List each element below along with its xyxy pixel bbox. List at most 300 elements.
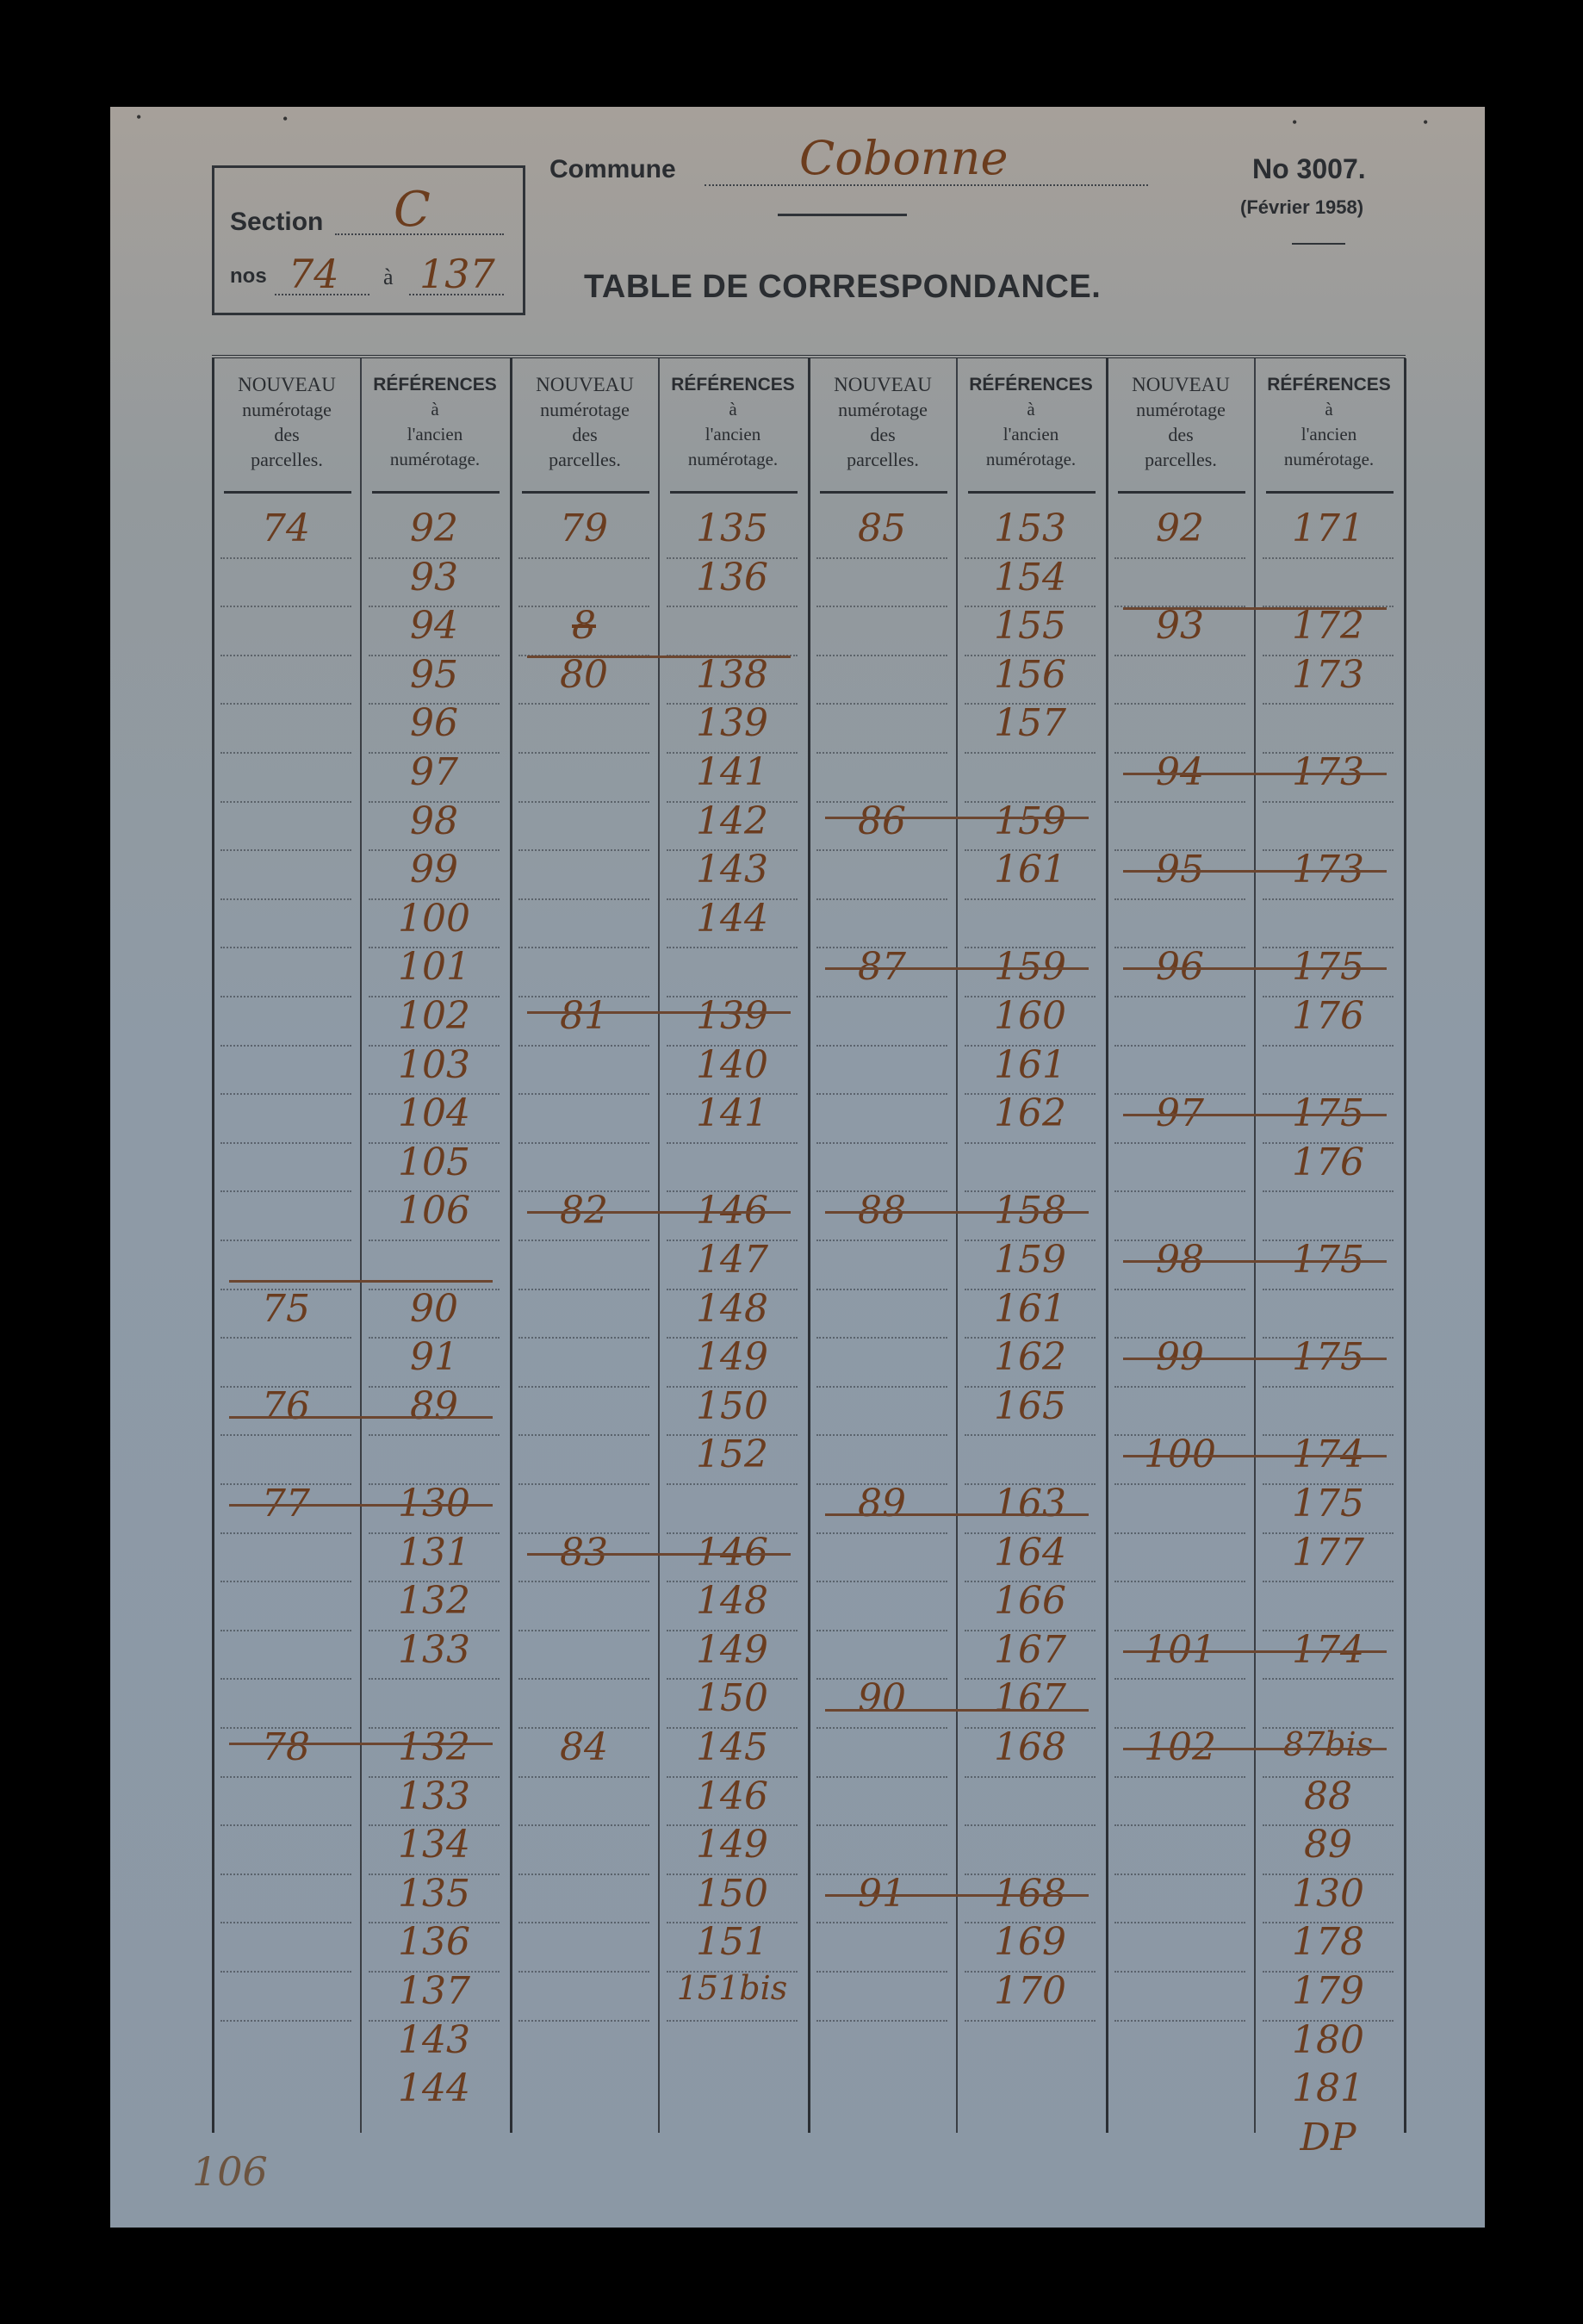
old-reference-number: 141 xyxy=(696,750,768,794)
group-separator-line xyxy=(1123,1748,1387,1750)
old-reference-number: 87bis xyxy=(1282,1725,1374,1763)
header-line: l'ancien xyxy=(1301,424,1357,444)
old-reference-number: 154 xyxy=(994,555,1066,600)
new-parcel-number: 101 xyxy=(1144,1627,1216,1672)
old-reference-number: 90 xyxy=(410,1286,458,1331)
group-separator-line xyxy=(229,1416,493,1419)
row-rule xyxy=(816,849,947,851)
row-rule xyxy=(518,1093,649,1095)
row-rule xyxy=(220,1240,351,1241)
header-rule xyxy=(820,491,947,494)
group-separator-line xyxy=(527,1011,791,1014)
row-rule xyxy=(816,1922,947,1923)
header-line: RÉFÉRENCES xyxy=(969,375,1093,395)
header-references xyxy=(661,372,804,472)
row-rule xyxy=(1114,557,1245,559)
old-reference-number: 173 xyxy=(1292,652,1364,697)
new-parcel-number: 81 xyxy=(560,994,608,1038)
old-reference-number: 139 xyxy=(696,994,768,1038)
old-reference-number: 178 xyxy=(1292,1920,1364,1965)
old-reference-number: 143 xyxy=(398,2017,470,2062)
header-line: numérotage. xyxy=(389,449,481,469)
new-parcel-number: 82 xyxy=(560,1189,608,1233)
header-line: l'ancien xyxy=(705,424,761,444)
old-reference-number: DP xyxy=(1300,2115,1356,2159)
old-reference-number: 172 xyxy=(1292,604,1364,649)
old-reference-number: 161 xyxy=(994,1286,1066,1331)
new-parcel-number: 78 xyxy=(262,1725,310,1769)
row-rule xyxy=(220,1971,351,1973)
row-rule xyxy=(220,1337,351,1339)
old-reference-number: 168 xyxy=(994,1725,1066,1769)
group-separator-line xyxy=(1123,1358,1387,1360)
old-reference-number: 94 xyxy=(410,604,458,649)
row-rule xyxy=(1114,2020,1245,2022)
header-line: des xyxy=(572,424,598,445)
old-reference-number: 169 xyxy=(994,1920,1066,1965)
row-rule xyxy=(667,606,798,607)
header-line: numérotage xyxy=(242,399,332,420)
group-separator-line xyxy=(1123,870,1387,873)
new-parcel-number: 80 xyxy=(560,652,608,697)
correspondence-table xyxy=(212,355,1406,2159)
new-parcel-number: 75 xyxy=(262,1286,310,1331)
row-rule xyxy=(816,1093,947,1095)
old-reference-number: 149 xyxy=(696,1627,768,1672)
header-rule xyxy=(372,491,500,494)
group-separator-line xyxy=(1123,607,1387,610)
row-rule xyxy=(220,1922,351,1923)
group-separator-line xyxy=(1123,967,1387,970)
old-reference-number: 170 xyxy=(994,1969,1066,2013)
document-date: (Février 1958) xyxy=(1240,196,1364,218)
row-rule xyxy=(1263,1045,1394,1047)
row-rule xyxy=(518,752,649,754)
row-rule xyxy=(518,1337,649,1339)
old-reference-number: 177 xyxy=(1292,1530,1364,1575)
row-rule xyxy=(518,1922,649,1923)
header-line: numérotage. xyxy=(1283,449,1375,469)
old-reference-number: 175 xyxy=(1292,1238,1364,1282)
row-rule xyxy=(220,1045,351,1047)
old-reference-number: 97 xyxy=(410,750,458,794)
old-reference-number: 179 xyxy=(1292,1969,1364,2013)
header-nouveau xyxy=(811,372,954,472)
new-parcel-number: 79 xyxy=(560,506,608,550)
row-rule xyxy=(1114,1386,1245,1388)
new-parcel-number: 90 xyxy=(858,1676,906,1721)
header-line: parcelles. xyxy=(549,449,621,470)
row-rule xyxy=(965,1142,1096,1144)
old-reference-number: 164 xyxy=(994,1530,1066,1575)
old-reference-number: 135 xyxy=(398,1871,470,1916)
row-rule xyxy=(816,1727,947,1729)
row-rule xyxy=(220,1824,351,1826)
old-reference-number: 163 xyxy=(994,1482,1066,1526)
row-rule xyxy=(965,1776,1096,1778)
old-reference-number: 145 xyxy=(696,1725,768,1769)
group-separator-line xyxy=(1123,773,1387,775)
row-rule xyxy=(220,1776,351,1778)
row-rule xyxy=(1263,1386,1394,1388)
row-rule xyxy=(369,1434,500,1436)
header-line: numérotage xyxy=(838,399,928,420)
row-rule xyxy=(1263,1190,1394,1192)
row-rule xyxy=(816,655,947,656)
row-rule xyxy=(816,1337,947,1339)
header-line: NOUVEAU xyxy=(1132,374,1230,395)
header-rule xyxy=(1118,491,1245,494)
new-parcel-number: 86 xyxy=(858,798,906,843)
new-parcel-number: 94 xyxy=(1156,750,1204,794)
row-rule xyxy=(1114,801,1245,803)
row-rule xyxy=(518,898,649,900)
row-rule xyxy=(816,1240,947,1241)
pin-mark: • xyxy=(282,110,289,127)
row-rule xyxy=(1114,1532,1245,1534)
row-rule xyxy=(1114,1190,1245,1192)
group-separator-line xyxy=(527,656,791,658)
row-rule xyxy=(667,1483,798,1485)
row-rule xyxy=(220,898,351,900)
row-rule xyxy=(220,1190,351,1192)
header-line: numérotage xyxy=(1136,399,1226,420)
group-separator-line xyxy=(527,1211,791,1214)
old-reference-number: 144 xyxy=(398,2066,470,2111)
row-rule xyxy=(518,2020,649,2022)
old-reference-number: 88 xyxy=(1304,1774,1352,1818)
row-rule xyxy=(220,752,351,754)
row-rule xyxy=(816,1776,947,1778)
row-rule xyxy=(816,2020,947,2022)
column-separator xyxy=(808,358,810,2133)
old-reference-number: 165 xyxy=(994,1383,1066,1428)
old-reference-number: 180 xyxy=(1292,2017,1364,2062)
old-reference-number: 152 xyxy=(696,1432,768,1477)
header-rule xyxy=(670,491,798,494)
old-reference-number: 162 xyxy=(994,1091,1066,1136)
new-parcel-number: 91 xyxy=(858,1871,906,1916)
row-rule xyxy=(220,1093,351,1095)
old-reference-number: 130 xyxy=(1292,1871,1364,1916)
new-parcel-number: 77 xyxy=(262,1482,310,1526)
row-rule xyxy=(518,557,649,559)
row-rule xyxy=(220,1532,351,1534)
new-parcel-number: 87 xyxy=(858,945,906,990)
old-reference-number: 137 xyxy=(398,1969,470,2013)
new-parcel-number: 74 xyxy=(262,506,310,550)
old-reference-number: 106 xyxy=(398,1189,470,1233)
row-rule xyxy=(816,1971,947,1973)
row-rule xyxy=(1263,703,1394,705)
old-reference-number: 156 xyxy=(994,652,1066,697)
row-rule xyxy=(220,703,351,705)
row-rule xyxy=(1114,1483,1245,1485)
old-reference-number: 167 xyxy=(994,1627,1066,1672)
old-reference-number: 161 xyxy=(994,848,1066,892)
row-rule xyxy=(518,1678,649,1680)
row-rule xyxy=(220,557,351,559)
group-separator-line xyxy=(229,1504,493,1507)
row-rule xyxy=(220,2020,351,2022)
new-parcel-number: 8 xyxy=(572,604,596,649)
old-reference-number: 133 xyxy=(398,1627,470,1672)
row-rule xyxy=(518,1434,649,1436)
group-separator-line xyxy=(825,1211,1089,1214)
old-reference-number: 140 xyxy=(696,1042,768,1087)
row-rule xyxy=(1114,898,1245,900)
header-line: RÉFÉRENCES xyxy=(373,375,497,395)
group-separator-line xyxy=(1123,1455,1387,1457)
old-reference-number: 148 xyxy=(696,1579,768,1624)
row-rule xyxy=(1263,1581,1394,1582)
new-parcel-number: 88 xyxy=(858,1189,906,1233)
old-reference-number: 159 xyxy=(994,945,1066,990)
old-reference-number: 141 xyxy=(696,1091,768,1136)
column-separator xyxy=(212,358,214,2133)
old-reference-number: 98 xyxy=(410,798,458,843)
group-separator-line xyxy=(229,1743,493,1745)
old-reference-number: 138 xyxy=(696,652,768,697)
old-reference-number: 150 xyxy=(696,1676,768,1721)
new-parcel-number: 93 xyxy=(1156,604,1204,649)
pin-mark: • xyxy=(1292,114,1298,131)
row-rule xyxy=(518,1240,649,1241)
header-rule xyxy=(522,491,649,494)
row-rule xyxy=(816,1142,947,1144)
new-parcel-number: 85 xyxy=(858,506,906,550)
old-reference-number: 136 xyxy=(398,1920,470,1965)
old-reference-number: 146 xyxy=(696,1530,768,1575)
row-rule xyxy=(369,1240,500,1241)
row-rule xyxy=(816,1824,947,1826)
row-rule xyxy=(816,1386,947,1388)
group-separator-line xyxy=(825,1709,1089,1712)
pin-mark: • xyxy=(136,109,142,126)
header-nouveau xyxy=(215,372,358,472)
row-rule xyxy=(816,1630,947,1631)
old-reference-number: 174 xyxy=(1292,1432,1364,1477)
new-parcel-number: 95 xyxy=(1156,848,1204,892)
header-rule xyxy=(1266,491,1394,494)
header-nouveau xyxy=(513,372,656,472)
row-rule xyxy=(220,1630,351,1631)
header-line: à xyxy=(1027,399,1035,419)
old-reference-number: 89 xyxy=(1304,1823,1352,1867)
row-rule xyxy=(667,1142,798,1144)
old-reference-number: 150 xyxy=(696,1871,768,1916)
group-separator-line xyxy=(1123,1260,1387,1263)
group-separator-line xyxy=(1123,1650,1387,1653)
row-rule xyxy=(1263,557,1394,559)
old-reference-number: 91 xyxy=(410,1335,458,1380)
old-reference-number: 151 xyxy=(696,1920,768,1965)
row-rule xyxy=(816,1434,947,1436)
old-reference-number: 159 xyxy=(994,798,1066,843)
row-rule xyxy=(1114,1678,1245,1680)
old-reference-number: 175 xyxy=(1292,945,1364,990)
old-reference-number: 158 xyxy=(994,1189,1066,1233)
header-line: parcelles. xyxy=(251,449,323,470)
header-line: NOUVEAU xyxy=(536,374,634,395)
old-reference-number: 101 xyxy=(398,945,470,990)
section-label: Section xyxy=(230,208,324,236)
row-rule xyxy=(816,1581,947,1582)
row-rule xyxy=(667,947,798,948)
new-parcel-number: 84 xyxy=(560,1725,608,1769)
header-line: numérotage. xyxy=(985,449,1077,469)
old-reference-number: 135 xyxy=(696,506,768,550)
a-label: à xyxy=(383,264,394,289)
row-rule xyxy=(518,703,649,705)
row-rule xyxy=(518,1873,649,1875)
header-line: parcelles. xyxy=(1145,449,1217,470)
row-rule xyxy=(518,1483,649,1485)
old-reference-number: 167 xyxy=(994,1676,1066,1721)
header-rule xyxy=(224,491,351,494)
row-rule xyxy=(1114,1824,1245,1826)
page-title: TABLE DE CORRESPONDANCE. xyxy=(584,269,1102,305)
row-rule xyxy=(816,703,947,705)
row-rule xyxy=(1263,801,1394,803)
old-reference-number: 103 xyxy=(398,1042,470,1087)
row-rule xyxy=(518,1289,649,1290)
row-rule xyxy=(1114,1873,1245,1875)
row-rule xyxy=(1263,898,1394,900)
header-line: RÉFÉRENCES xyxy=(1267,375,1391,395)
old-reference-number: 133 xyxy=(398,1774,470,1818)
row-rule xyxy=(518,1045,649,1047)
row-rule xyxy=(816,898,947,900)
new-parcel-number: 97 xyxy=(1156,1091,1204,1136)
header-line: numérotage xyxy=(540,399,630,420)
new-parcel-number: 98 xyxy=(1156,1238,1204,1282)
old-reference-number: 96 xyxy=(410,701,458,746)
row-rule xyxy=(220,1678,351,1680)
new-parcel-number: 100 xyxy=(1144,1432,1216,1477)
old-reference-number: 134 xyxy=(398,1823,470,1867)
row-rule xyxy=(518,1386,649,1388)
row-rule xyxy=(220,801,351,803)
new-parcel-number: 92 xyxy=(1156,506,1204,550)
old-reference-number: 149 xyxy=(696,1823,768,1867)
row-rule xyxy=(518,849,649,851)
row-rule xyxy=(816,1289,947,1290)
header-line: NOUVEAU xyxy=(238,374,336,395)
old-reference-number: 166 xyxy=(994,1579,1066,1624)
old-reference-number: 93 xyxy=(410,555,458,600)
old-reference-number: 99 xyxy=(410,848,458,892)
old-reference-number: 181 xyxy=(1292,2066,1364,2111)
commune-rule xyxy=(778,214,907,216)
row-rule xyxy=(816,752,947,754)
group-separator-line xyxy=(527,1553,791,1556)
row-rule xyxy=(816,996,947,997)
row-rule xyxy=(220,1581,351,1582)
old-reference-number: 175 xyxy=(1292,1335,1364,1380)
old-reference-number: 132 xyxy=(398,1579,470,1624)
nos-label: nos xyxy=(230,264,267,288)
old-reference-number: 149 xyxy=(696,1335,768,1380)
header-rule xyxy=(968,491,1096,494)
header-references xyxy=(959,372,1102,472)
old-reference-number: 130 xyxy=(398,1482,470,1526)
section-box xyxy=(212,165,525,315)
header-line: l'ancien xyxy=(407,424,463,444)
row-rule xyxy=(518,947,649,948)
new-parcel-number: 102 xyxy=(1144,1725,1216,1769)
row-rule xyxy=(816,1045,947,1047)
row-rule xyxy=(369,1678,500,1680)
row-rule xyxy=(965,2020,1096,2022)
header-nouveau xyxy=(1109,372,1252,472)
old-reference-number: 89 xyxy=(410,1383,458,1428)
old-reference-number: 144 xyxy=(696,896,768,941)
old-reference-number: 175 xyxy=(1292,1091,1364,1136)
old-reference-number: 176 xyxy=(1292,1140,1364,1184)
pin-mark: • xyxy=(1423,114,1429,131)
group-separator-line xyxy=(1123,1114,1387,1116)
row-rule xyxy=(1114,1142,1245,1144)
row-rule xyxy=(1263,1289,1394,1290)
row-rule xyxy=(965,898,1096,900)
row-rule xyxy=(1263,1678,1394,1680)
header-line: à xyxy=(431,399,439,419)
row-rule xyxy=(1114,1289,1245,1290)
old-reference-number: 105 xyxy=(398,1140,470,1184)
new-parcel-number: 83 xyxy=(560,1530,608,1575)
old-reference-number: 148 xyxy=(696,1286,768,1331)
row-rule xyxy=(1114,655,1245,656)
row-rule xyxy=(220,996,351,997)
margin-note: 106 xyxy=(192,2148,268,2195)
header-references xyxy=(1257,372,1400,472)
column-separator xyxy=(1404,358,1406,2133)
row-rule xyxy=(518,1142,649,1144)
header-line: à xyxy=(729,399,737,419)
old-reference-number: 176 xyxy=(1292,994,1364,1038)
row-rule xyxy=(220,606,351,607)
old-reference-number: 159 xyxy=(994,1238,1066,1282)
header-line: à xyxy=(1325,399,1333,419)
row-rule xyxy=(816,1532,947,1534)
old-reference-number: 151bis xyxy=(676,1969,788,2007)
row-rule xyxy=(1114,703,1245,705)
row-rule xyxy=(1114,1581,1245,1582)
row-rule xyxy=(220,1434,351,1436)
header-line: des xyxy=(274,424,300,445)
old-reference-number: 155 xyxy=(994,604,1066,649)
old-reference-number: 132 xyxy=(398,1725,470,1769)
header-line: parcelles. xyxy=(847,449,919,470)
old-reference-number: 92 xyxy=(410,506,458,550)
old-reference-number: 173 xyxy=(1292,750,1364,794)
old-reference-number: 161 xyxy=(994,1042,1066,1087)
old-reference-number: 142 xyxy=(696,798,768,843)
old-reference-number: 100 xyxy=(398,896,470,941)
old-reference-number: 104 xyxy=(398,1091,470,1136)
old-reference-number: 171 xyxy=(1292,506,1364,550)
row-rule xyxy=(816,557,947,559)
date-rule xyxy=(1292,243,1345,245)
row-rule xyxy=(518,1971,649,1973)
row-rule xyxy=(518,1776,649,1778)
header-references xyxy=(363,372,506,472)
old-reference-number: 143 xyxy=(696,848,768,892)
old-reference-number: 168 xyxy=(994,1871,1066,1916)
header-line: l'ancien xyxy=(1003,424,1059,444)
new-parcel-number: 89 xyxy=(858,1482,906,1526)
